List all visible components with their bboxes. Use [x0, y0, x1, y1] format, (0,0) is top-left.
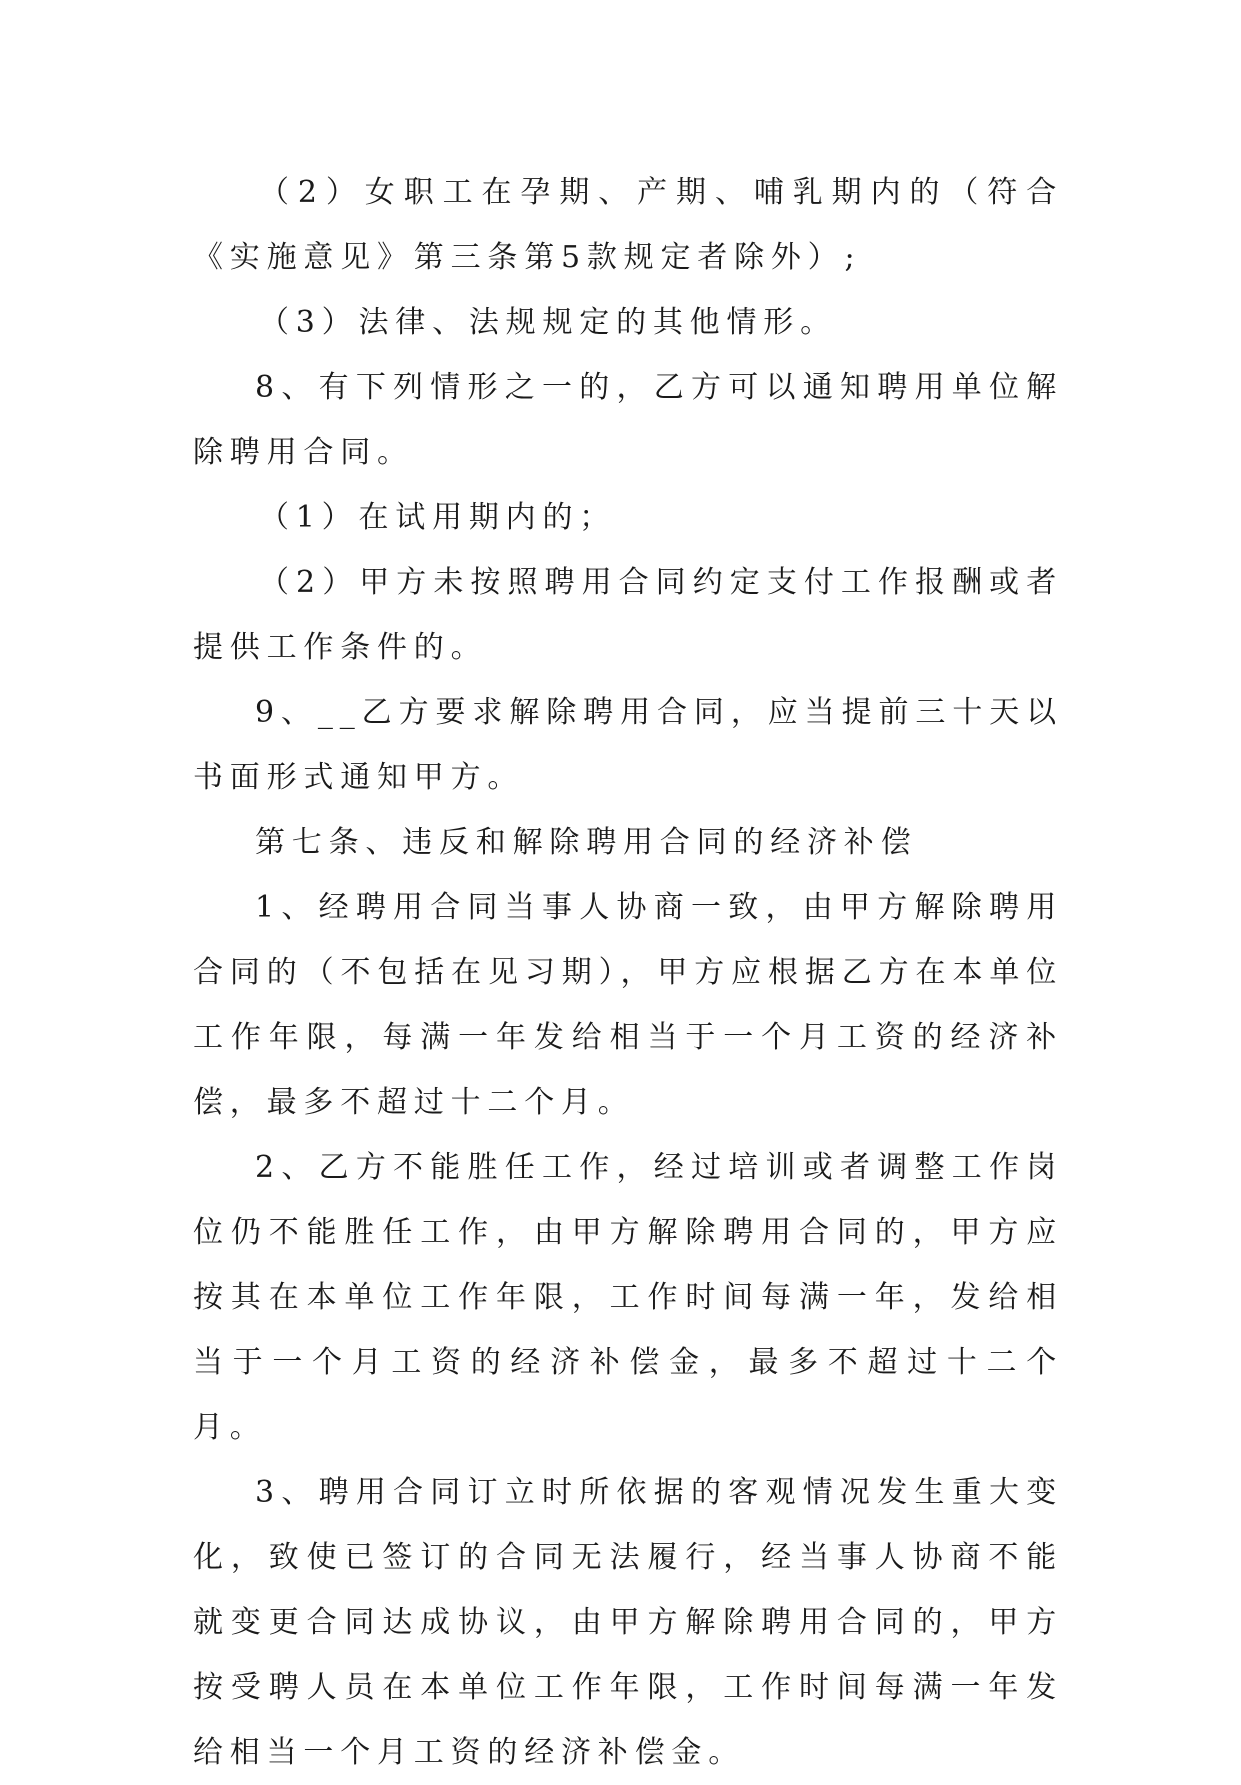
paragraph-clause-9: 9、__乙方要求解除聘用合同，应当提前三十天以书面形式通知甲方。: [193, 695, 1063, 795]
paragraph-item-1-probation: （1）在试用期内的；: [259, 500, 617, 535]
article-heading-7: 第七条、违反和解除聘用合同的经济补偿: [255, 825, 918, 860]
paragraph-item-2-pregnancy: （2）女职工在孕期、产期、哺乳期内的（符合《实施意见》第三条第5款规定者除外）;: [193, 175, 1063, 275]
paragraph-item-3-other: （3）法律、法规规定的其他情形。: [259, 305, 837, 340]
paragraph-item-2-payment: （2）甲方未按照聘用合同约定支付工作报酬或者提供工作条件的。: [193, 565, 1063, 665]
paragraph-compensation-2: 2、乙方不能胜任工作，经过培训或者调整工作岗位仍不能胜任工作，由甲方解除聘用合同的，甲方应按其在本单位工作年限，工作时间每满一年，发给相当于一个月工资的经济补偿金，最多不超过十二个月。: [193, 1150, 1063, 1445]
paragraph-compensation-1: 1、经聘用合同当事人协商一致，由甲方解除聘用合同的（不包括在见习期），甲方应根据乙方在本单位工作年限，每满一年发给相当于一个月工资的经济补偿，最多不超过十二个月。: [193, 890, 1063, 1120]
paragraph-clause-8: 8、有下列情形之一的，乙方可以通知聘用单位解除聘用合同。: [193, 370, 1063, 470]
paragraph-compensation-3: 3、聘用合同订立时所依据的客观情况发生重大变化，致使已签订的合同无法履行，经当事人协商不能就变更合同达成协议，由甲方解除聘用合同的，甲方按受聘人员在本单位工作年限，工作时间每满一年发给相当一个月工资的经济补偿金。: [193, 1475, 1063, 1770]
document-body: [193, 160, 1063, 1785]
